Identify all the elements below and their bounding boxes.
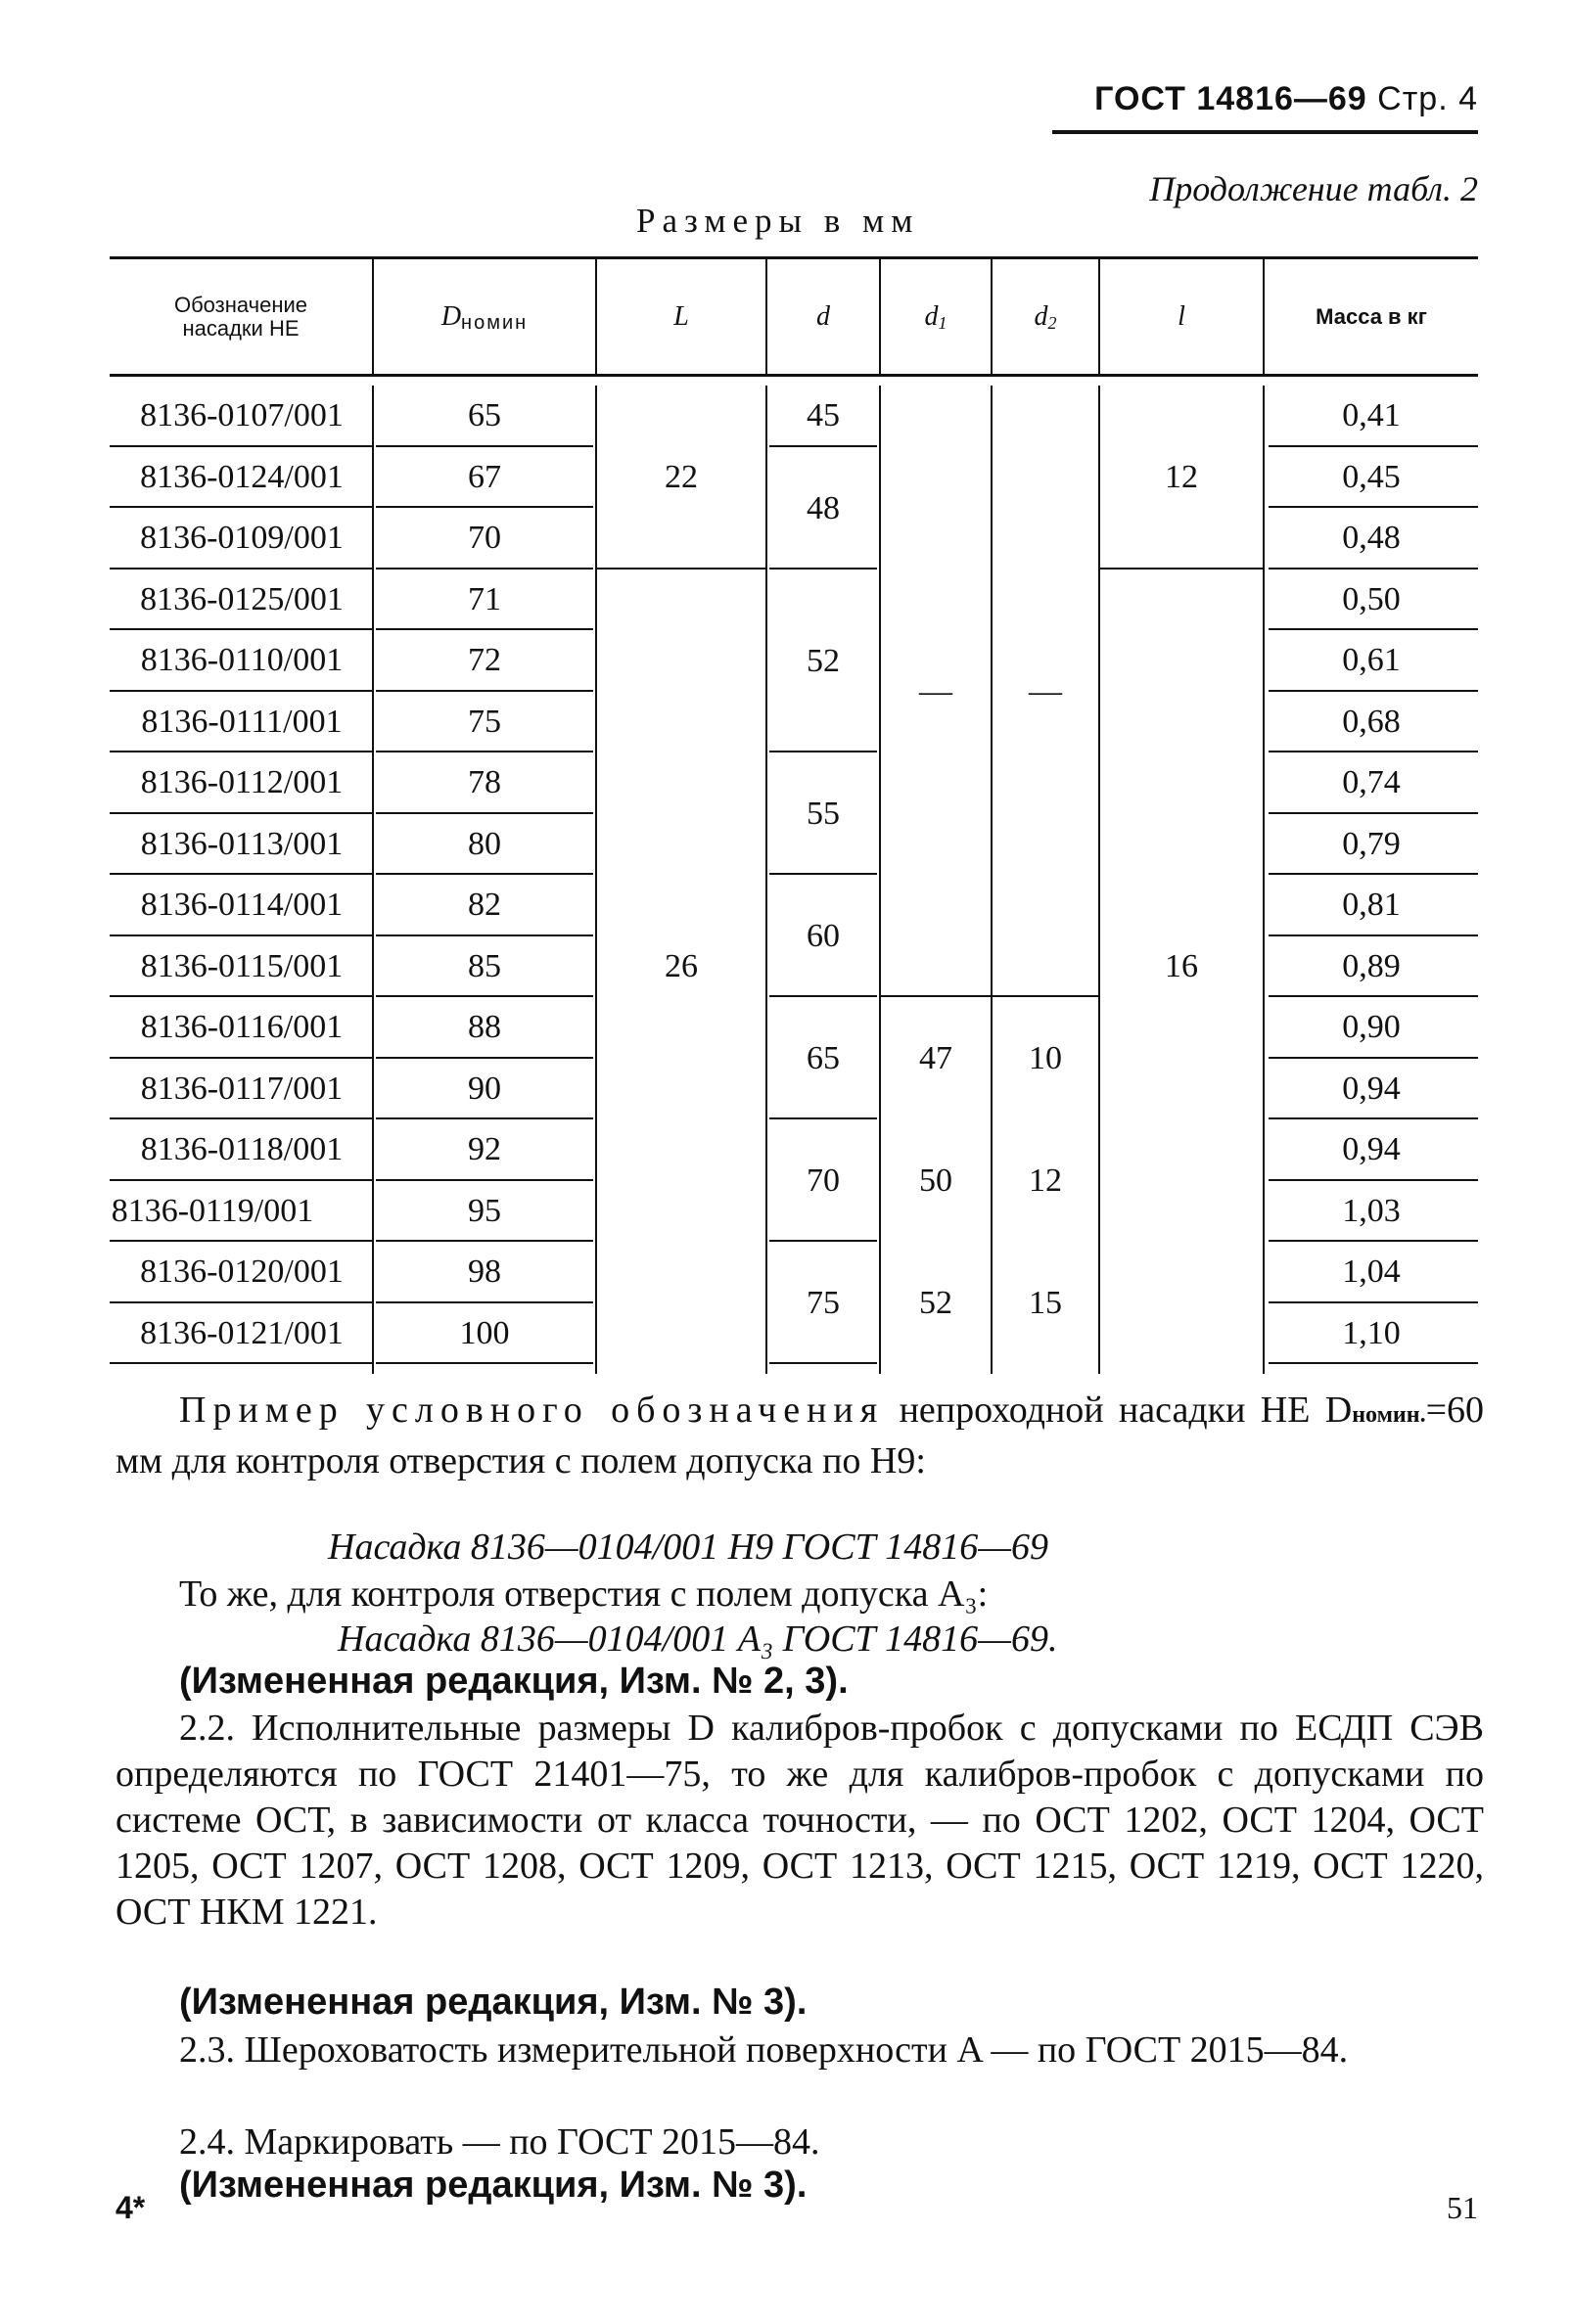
- L-cell: 26: [665, 947, 698, 984]
- dnom-cell: 92: [468, 1131, 501, 1167]
- col-designation-header: Обозначение насадки НЕ: [173, 293, 308, 341]
- mass-cell: 0,89: [1342, 947, 1401, 984]
- col-mass-header: Масса в кг: [1316, 303, 1427, 329]
- dnom-cell: 72: [468, 642, 501, 678]
- dnom-cell: 71: [468, 580, 501, 617]
- row-rule: [1269, 1362, 1478, 1364]
- d1-cell: —: [919, 673, 952, 709]
- designation-cell: 8136-0107/001: [140, 397, 344, 433]
- dnom-cell: 70: [468, 520, 501, 556]
- designation-cell: 8136-0119/001: [111, 1192, 314, 1229]
- d-cell: 55: [807, 796, 840, 832]
- col-d2-header: d 2: [1034, 300, 1057, 334]
- designation-cell: 8136-0114/001: [140, 887, 344, 923]
- L-cell: 22: [665, 459, 698, 495]
- designation-cell: 8136-0111/001: [141, 703, 343, 740]
- table-continuation-label: Продолжение табл. 2: [1149, 169, 1478, 208]
- designation-cell: 8136-0109/001: [140, 520, 344, 556]
- designation-cell: 8136-0113/001: [140, 825, 344, 862]
- mass-cell: 0,50: [1342, 580, 1401, 617]
- dnom-cell: 78: [468, 764, 501, 800]
- mass-cell: 0,94: [1342, 1131, 1401, 1167]
- col-d1-header: d 1: [924, 300, 947, 334]
- mass-cell: 0,79: [1342, 825, 1401, 862]
- dnom-cell: 80: [468, 825, 501, 862]
- mass-cell: 0,94: [1342, 1070, 1401, 1107]
- d-cell: 70: [807, 1162, 840, 1199]
- d1-cell: 47: [919, 1040, 952, 1076]
- mass-cell: 1,03: [1342, 1192, 1401, 1229]
- dnom-cell: 75: [468, 703, 501, 740]
- d-cell: 45: [807, 397, 840, 433]
- designation-cell: 8136-0117/001: [140, 1070, 344, 1107]
- footer-sheet-mark: 4*: [116, 2190, 146, 2225]
- mass-cell: 0,41: [1342, 397, 1401, 433]
- row-rule: [110, 1362, 372, 1364]
- designation-example-a3: Насадка 8136—0104/001 A₃ ГОСТ 14816—69.: [338, 1618, 1058, 1660]
- dnom-cell: 65: [468, 397, 501, 433]
- designation-cell: 8136-0125/001: [140, 580, 344, 617]
- mass-cell: 0,48: [1342, 520, 1401, 556]
- same-for-a3: То же, для контроля отверстия с полем допуска A₃:: [179, 1573, 989, 1615]
- amendment-note-2: (Измененная редакция, Изм. № 3).: [179, 1982, 808, 2023]
- designation-cell: 8136-0110/001: [140, 642, 344, 678]
- designation-example-h9: Насадка 8136—0104/001 H9 ГОСТ 14816—69: [328, 1527, 1048, 1568]
- dnom-cell: 95: [468, 1192, 501, 1229]
- mass-cell: 0,61: [1342, 642, 1401, 678]
- d1-cell: 50: [919, 1162, 952, 1199]
- example-paragraph: Пример условного обозначения непроходной насадки НЕ Dномин.=60 мм для контроля отверстия с полем допуска по H9:: [116, 1390, 1485, 1481]
- mass-cell: 0,68: [1342, 703, 1401, 740]
- l-cell: 16: [1165, 947, 1198, 984]
- dnom-cell: 100: [459, 1314, 510, 1351]
- d-cell: 60: [807, 918, 840, 954]
- units-caption: Размеры в мм: [636, 202, 920, 240]
- dnom-cell: 88: [468, 1009, 501, 1045]
- mass-cell: 0,74: [1342, 764, 1401, 800]
- header-rule: [1052, 130, 1478, 134]
- footer-page-number: 51: [1447, 2190, 1478, 2225]
- amendment-note-3: (Измененная редакция, Изм. № 3).: [179, 2165, 808, 2206]
- mass-cell: 0,90: [1342, 1009, 1401, 1045]
- mass-cell: 1,04: [1342, 1253, 1401, 1290]
- designation-cell: 8136-0121/001: [140, 1314, 344, 1351]
- d2-cell: 15: [1029, 1285, 1062, 1321]
- dnom-cell: 82: [468, 887, 501, 923]
- d-cell: 48: [807, 489, 840, 526]
- col-dnom-header: D номин: [440, 300, 529, 334]
- running-header: [1094, 80, 1478, 118]
- d-cell: 52: [807, 642, 840, 679]
- clause-2-4: 2.4. Маркировать — по ГОСТ 2015—84.: [179, 2121, 820, 2163]
- header-standard: ГОСТ 14816—69: [1094, 80, 1367, 117]
- header-page: Стр. 4: [1377, 80, 1478, 117]
- designation-cell: 8136-0116/001: [140, 1009, 344, 1045]
- row-rule: [769, 1362, 877, 1364]
- l-cell: 12: [1165, 459, 1198, 495]
- designation-cell: 8136-0112/001: [140, 764, 344, 800]
- row-rule: [376, 1362, 593, 1364]
- d-cell: 65: [807, 1040, 840, 1076]
- d2-cell: 12: [1029, 1162, 1062, 1199]
- designation-cell: 8136-0124/001: [140, 458, 344, 495]
- designation-cell: 8136-0115/001: [140, 947, 344, 984]
- d2-cell: 10: [1029, 1040, 1062, 1076]
- mass-cell: 0,45: [1342, 458, 1401, 495]
- dnom-cell: 85: [468, 947, 501, 984]
- clause-2-3: 2.3. Шероховатость измерительной поверхности A — по ГОСТ 2015—84.: [179, 2029, 1349, 2071]
- dnom-cell: 98: [468, 1253, 501, 1290]
- dnom-cell: 90: [468, 1070, 501, 1107]
- table-header-rule: [110, 374, 1478, 377]
- designation-cell: 8136-0118/001: [140, 1131, 344, 1167]
- d2-cell: —: [1029, 673, 1062, 709]
- col-L-header: L: [673, 300, 689, 332]
- d1-cell: 52: [919, 1285, 952, 1321]
- mass-cell: 0,81: [1342, 887, 1401, 923]
- designation-cell: 8136-0120/001: [140, 1253, 344, 1290]
- clause-2-2: 2.2. Исполнительные размеры D калибров-пробок с допусками по ЕСДП СЭВ определяются по ГОСТ 21401—75, то же для калибров-пробок с допусками по системе ОСТ, в зависимости от класса точности, — по ОСТ 1202, ОСТ 1204, ОСТ 1205, ОСТ 1207, ОСТ 1208, ОСТ 1209, ОСТ 1213, ОСТ 1215, ОСТ 1219, ОСТ 1220, ОСТ НКМ 1221.: [116, 1708, 1484, 1933]
- d-cell: 75: [807, 1285, 840, 1321]
- mass-cell: 1,10: [1342, 1314, 1401, 1351]
- amendment-note-1: (Измененная редакция, Изм. № 2, 3).: [179, 1661, 849, 1702]
- col-d-header: d: [816, 300, 830, 332]
- col-l-header: l: [1178, 300, 1185, 332]
- dnom-cell: 67: [468, 458, 501, 495]
